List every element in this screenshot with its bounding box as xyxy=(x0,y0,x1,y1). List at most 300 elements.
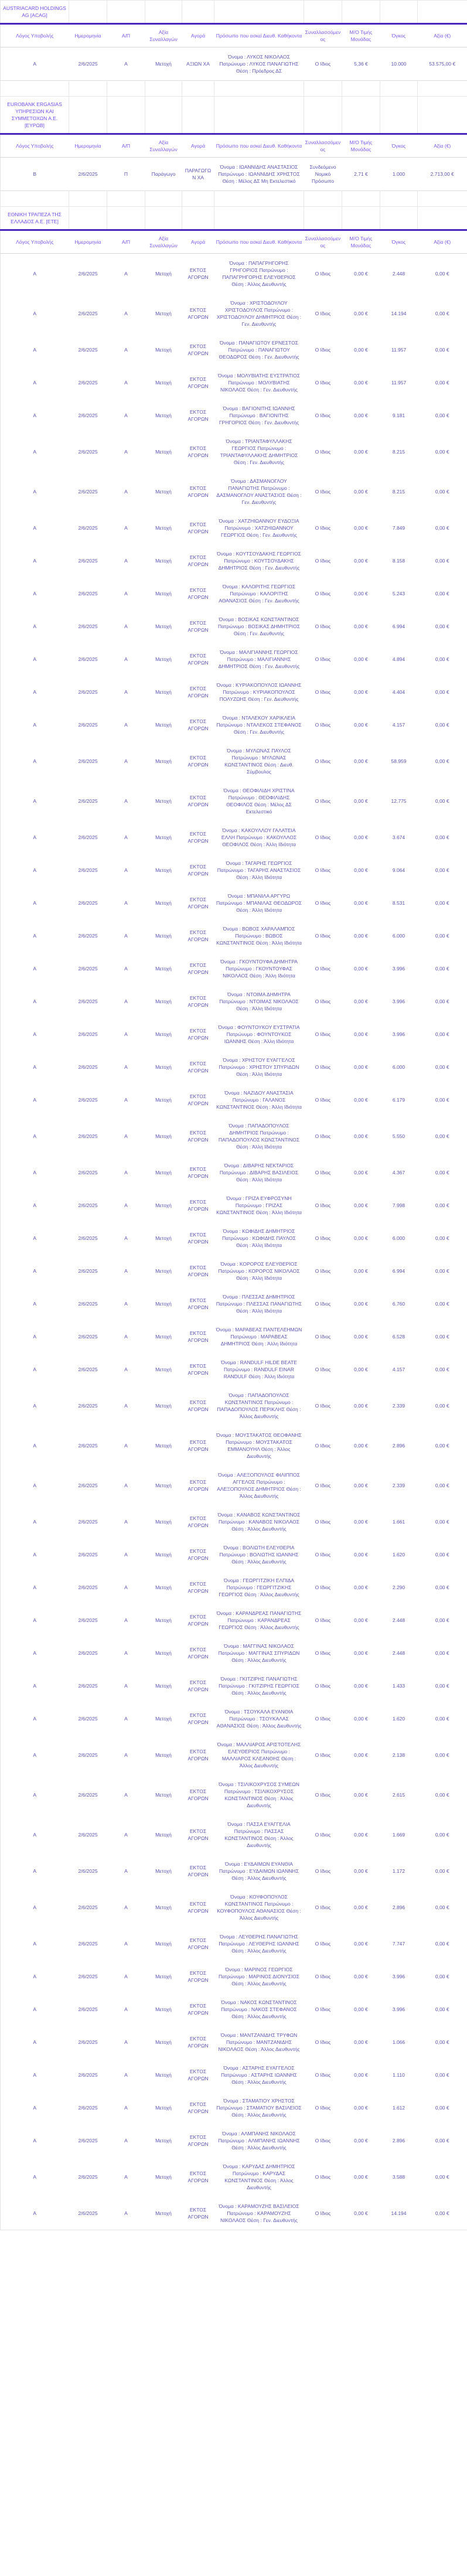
cell-trader: Ο Ιδιος xyxy=(315,1585,331,1590)
cell-instrument: Μετοχή xyxy=(155,1268,172,1274)
cell-trader: Ο Ιδιος xyxy=(315,1202,331,1208)
cell-market: ΕΚΤΟΣ ΑΓΟΡΩΝ xyxy=(188,409,209,422)
cell-price: 0,00 € xyxy=(354,2072,368,2078)
transaction-row xyxy=(1,472,467,512)
cell-date: 2/6/2025 xyxy=(78,2105,98,2111)
cell-market: ΕΚΤΟΣ ΑΓΟΡΩΝ xyxy=(188,1199,209,1212)
cell-instrument: Παράγωγο xyxy=(151,171,176,177)
cell-value: 0,00 € xyxy=(435,558,449,564)
transaction-row xyxy=(1,2197,467,2230)
cell-trader: Ο Ιδιος xyxy=(315,1367,331,1372)
cell-instrument: Μετοχή xyxy=(155,1483,172,1488)
cell-value: 0,00 € xyxy=(435,413,449,418)
cell-date: 2/6/2025 xyxy=(78,1202,98,1208)
cell-market: ΕΚΤΟΣ ΑΓΟΡΩΝ xyxy=(188,864,209,877)
cell-date: 2/6/2025 xyxy=(78,1235,98,1241)
column-header-instrument: Αξία Συναλλαγών xyxy=(145,230,182,254)
cell-market: ΕΚΤΟΣ ΑΓΟΡΩΝ xyxy=(188,1970,209,1983)
cell-trader: Ο Ιδιος xyxy=(315,2072,331,2078)
cell-market: ΕΚΤΟΣ ΑΓΟΡΩΝ xyxy=(188,1232,209,1245)
transaction-row xyxy=(1,1189,467,1222)
cell-price: 0,00 € xyxy=(354,623,368,629)
cell-market: ΕΚΤΟΣ ΑΓΟΡΩΝ xyxy=(188,1130,209,1143)
cell-price: 0,00 € xyxy=(354,758,368,764)
cell-market: ΕΚΤΟΣ ΑΓΟΡΩΝ xyxy=(188,1479,209,1492)
cell-reason: Α xyxy=(33,722,37,728)
cell-ap: Α xyxy=(124,1367,128,1372)
cell-ap: Α xyxy=(124,2174,128,2180)
cell-trader: Ο Ιδιος xyxy=(315,689,331,695)
cell-value: 53.575,00 € xyxy=(429,61,456,67)
cell-trader: Ο Ιδιος xyxy=(315,999,331,1004)
cell-instrument: Μετοχή xyxy=(155,2174,172,2180)
cell-market: ΕΚΤΟΣ ΑΓΟΡΩΝ xyxy=(188,1788,209,1801)
cell-reason: Α xyxy=(33,1064,37,1070)
column-header-ap: Α/Π xyxy=(107,230,145,254)
cell-ap: Α xyxy=(124,489,128,495)
cell-volume: 7.747 xyxy=(392,1941,405,1947)
cell-value: 0,00 € xyxy=(435,1650,449,1656)
cell-person: Όνομα : ΜΑΓΓΙΝΑΣ ΝΙΚΟΛΑΟΣ Πατρώνυμο : ΜΑΓΓΙΝΑΣ ΣΠΥΡΙΔΩΝ Θέση : Άλλος Διευθυντής xyxy=(218,1643,300,1663)
company-empty-cell xyxy=(380,97,418,134)
cell-value: 0,00 € xyxy=(435,2039,449,2045)
cell-date: 2/6/2025 xyxy=(78,1334,98,1340)
cell-date: 2/6/2025 xyxy=(78,591,98,597)
cell-instrument: Μετοχή xyxy=(155,722,172,728)
cell-reason: Α xyxy=(33,1268,37,1274)
company-empty-cell xyxy=(304,97,342,134)
cell-ap: Α xyxy=(124,1904,128,1910)
cell-price: 0,00 € xyxy=(354,900,368,906)
transaction-row xyxy=(1,1538,467,1571)
cell-date: 2/6/2025 xyxy=(78,867,98,873)
cell-reason: Α xyxy=(33,1202,37,1208)
cell-value: 0,00 € xyxy=(435,347,449,353)
transaction-row xyxy=(1,1855,467,1887)
cell-value: 2.713,00 € xyxy=(430,171,454,177)
cell-date: 2/6/2025 xyxy=(78,2210,98,2216)
cell-value: 0,00 € xyxy=(435,999,449,1004)
cell-trader: Ο Ιδιος xyxy=(315,1334,331,1340)
cell-reason: Α xyxy=(33,2210,37,2216)
cell-instrument: Μετοχή xyxy=(155,758,172,764)
cell-instrument: Μετοχή xyxy=(155,311,172,316)
cell-trader: Ο Ιδιος xyxy=(315,1443,331,1449)
cell-trader: Ο Ιδιος xyxy=(315,525,331,531)
cell-volume: 4.157 xyxy=(392,722,405,728)
cell-price: 0,00 € xyxy=(354,1617,368,1623)
cell-trader: Ο Ιδιος xyxy=(315,271,331,277)
cell-trader: Ο Ιδιος xyxy=(315,1904,331,1910)
cell-price: 0,00 € xyxy=(354,966,368,972)
cell-reason: Α xyxy=(33,413,37,418)
cell-volume: 4.894 xyxy=(392,656,405,662)
cell-volume: 1.066 xyxy=(392,2039,405,2045)
column-header-trader: Συναλλασσόμενος xyxy=(304,24,342,47)
cell-market: ΕΚΤΟΣ ΑΓΟΡΩΝ xyxy=(188,929,209,942)
cell-value: 0,00 € xyxy=(435,2072,449,2078)
cell-volume: 4.367 xyxy=(392,1170,405,1175)
transaction-row xyxy=(1,741,467,781)
cell-market: ΕΚΤΟΣ ΑΓΟΡΩΝ xyxy=(188,995,209,1008)
cell-market: ΕΚΤΟΣ ΑΓΟΡΩΝ xyxy=(188,962,209,975)
column-header-price: Μ/Ο Τιμής Μονάδας xyxy=(342,230,380,254)
cell-price: 0,00 € xyxy=(354,1064,368,1070)
cell-person: Όνομα : ΜΑΡΙΝΟΣ ΓΕΩΡΓΙΟΣ Πατρώνυμο : ΜΑΡΙΝΟΣ ΔΙΟΝΥΣΙΟΣ Θέση : Άλλος Διευθυντής xyxy=(218,1967,300,1986)
column-header-row xyxy=(1,134,467,158)
company-row xyxy=(1,97,467,134)
cell-instrument: Μετοχή xyxy=(155,867,172,873)
cell-volume: 1.110 xyxy=(393,2072,405,2078)
cell-person: Όνομα : ΑΣΤΑΡΗΣ ΕΥΑΓΓΕΛΟΣ Πατρώνυμο : ΑΣΤΑΡΗΣ ΙΩΑΝΝΗΣ Θέση : Άλλος Διευθυντής xyxy=(221,2065,297,2085)
cell-reason: Α xyxy=(33,1585,37,1590)
cell-instrument: Μετοχή xyxy=(155,1031,172,1037)
cell-instrument: Μετοχή xyxy=(155,1683,172,1689)
cell-date: 2/6/2025 xyxy=(78,489,98,495)
company-empty-cell xyxy=(145,97,182,134)
cell-price: 0,00 € xyxy=(354,1792,368,1798)
cell-reason: Α xyxy=(33,1367,37,1372)
cell-value: 0,00 € xyxy=(435,591,449,597)
cell-date: 2/6/2025 xyxy=(78,1064,98,1070)
company-empty-cell xyxy=(214,97,304,134)
cell-market: ΕΚΤΟΣ ΑΓΟΡΩΝ xyxy=(188,653,209,666)
cell-value: 0,00 € xyxy=(435,1868,449,1874)
company-row xyxy=(1,1,467,24)
transaction-row xyxy=(1,1320,467,1353)
column-header-volume: Όγκος xyxy=(380,134,418,158)
cell-person: Όνομα : ΣΤΑΜΑΤΙΟΥ ΧΡΗΣΤΟΣ Πατρώνυμο : ΣΤΑΜΑΤΙΟΥ ΒΑΣΙΛΕΙΟΣ Θέση : Άλλος Διευθυντής xyxy=(216,2098,302,2118)
cell-reason: Α xyxy=(33,347,37,353)
cell-volume: 4.157 xyxy=(392,1367,405,1372)
cell-reason: Α xyxy=(33,1904,37,1910)
cell-market: ΕΚΤΟΣ ΑΓΟΡΩΝ xyxy=(188,2170,209,2183)
cell-price: 0,00 € xyxy=(354,525,368,531)
cell-person: Όνομα : ΠΑΠΑΓΡΗΓΟΡΗΣ ΓΡΗΓΟΡΙΟΣ Πατρώνυμο : ΠΑΠΑΓΡΗΓΟΡΗΣ ΕΛΕΥΘΕΡΙΟΣ Θέση : Άλλος Διευθυντής xyxy=(222,260,296,287)
company-empty-cell xyxy=(418,1,467,24)
transaction-row xyxy=(1,781,467,821)
transaction-row xyxy=(1,366,467,399)
cell-person: Όνομα : ΚΑΡΥΔΑΣ ΔΗΜΗΤΡΙΟΣ Πατρώνυμο : ΚΑΡΥΔΑΣ ΚΩΝΣΤΑΝΤΙΝΟΣ Θέση : Άλλος Διευθυντής xyxy=(223,2163,295,2190)
cell-person: Όνομα : ΤΣΙΛΙΚΟΧΡΥΣΟΣ ΣΥΜΕΩΝ Πατρώνυμο : ΤΣΙΛΙΚΟΧΡΥΣΟΣ ΚΩΝΣΤΑΝΤΙΝΟΣ Θέση : Άλλος Διευθυντής xyxy=(219,1781,299,1808)
cell-value: 0,00 € xyxy=(435,1941,449,1947)
cell-price: 0,00 € xyxy=(354,1974,368,1979)
company-name: AUSTRIACARD HOLDINGS AG [ACAG] xyxy=(1,1,69,24)
cell-market: ΕΚΤΟΣ ΑΓΟΡΩΝ xyxy=(188,831,209,844)
cell-price: 0,00 € xyxy=(354,1519,368,1525)
cell-market: ΕΚΤΟΣ ΑΓΟΡΩΝ xyxy=(188,1581,209,1594)
cell-value: 0,00 € xyxy=(435,758,449,764)
spacer-cell xyxy=(1,191,69,207)
cell-price: 0,00 € xyxy=(354,2006,368,2012)
cell-value: 0,00 € xyxy=(435,489,449,495)
cell-price: 0,00 € xyxy=(354,1552,368,1558)
spacer-cell xyxy=(145,191,182,207)
company-empty-cell xyxy=(182,97,214,134)
cell-value: 0,00 € xyxy=(435,1792,449,1798)
cell-date: 2/6/2025 xyxy=(78,1097,98,1103)
cell-date: 2/6/2025 xyxy=(78,558,98,564)
transaction-row xyxy=(1,1083,467,1116)
cell-ap: Α xyxy=(124,689,128,695)
cell-reason: Α xyxy=(33,758,37,764)
cell-date: 2/6/2025 xyxy=(78,2072,98,2078)
cell-instrument: Μετοχή xyxy=(155,2138,172,2144)
spacer-cell xyxy=(1,81,69,97)
cell-person: Όνομα : ΠΑΠΑΔΟΠΟΥΛΟΣ ΔΗΜΗΤΡΙΟΣ Πατρώνυμο : ΠΑΠΑΔΟΠΟΥΛΟΣ ΚΩΝΣΤΑΝΤΙΝΟΣ Θέση : Άλλη Ιδιότητα xyxy=(218,1123,300,1150)
cell-volume: 2.896 xyxy=(392,1904,405,1910)
cell-instrument: Μετοχή xyxy=(155,1403,172,1409)
cell-value: 0,00 € xyxy=(435,933,449,939)
company-empty-cell xyxy=(304,207,342,230)
cell-market: ΕΚΤΟΣ ΑΓΟΡΩΝ xyxy=(188,1439,209,1452)
cell-price: 0,00 € xyxy=(354,1367,368,1372)
transaction-row xyxy=(1,1604,467,1637)
cell-date: 2/6/2025 xyxy=(78,1443,98,1449)
cell-trader: Ο Ιδιος xyxy=(315,1552,331,1558)
cell-reason: Α xyxy=(33,1403,37,1409)
cell-price: 0,00 € xyxy=(354,2210,368,2216)
cell-value: 0,00 € xyxy=(435,1585,449,1590)
cell-volume: 2.448 xyxy=(392,1650,405,1656)
cell-ap: Α xyxy=(124,1792,128,1798)
transaction-row xyxy=(1,158,467,191)
cell-instrument: Μετοχή xyxy=(155,1170,172,1175)
cell-ap: Α xyxy=(124,2072,128,2078)
cell-trader: Ο Ιδιος xyxy=(315,1133,331,1139)
cell-date: 2/6/2025 xyxy=(78,413,98,418)
cell-price: 0,00 € xyxy=(354,834,368,840)
table-body xyxy=(1,1,467,2230)
cell-volume: 11.957 xyxy=(391,380,407,386)
cell-volume: 6.528 xyxy=(392,1334,405,1340)
cell-reason: Α xyxy=(33,591,37,597)
transaction-row xyxy=(1,1887,467,1927)
cell-trader: Ο Ιδιος xyxy=(315,1716,331,1722)
cell-ap: Π xyxy=(124,171,128,177)
cell-ap: Α xyxy=(124,1133,128,1139)
transaction-row xyxy=(1,47,467,81)
spacer-cell xyxy=(380,191,418,207)
cell-reason: Α xyxy=(33,999,37,1004)
cell-trader: Ο Ιδιος xyxy=(315,867,331,873)
cell-reason: Α xyxy=(33,1519,37,1525)
spacer-cell xyxy=(304,191,342,207)
cell-volume: 1.620 xyxy=(392,1552,405,1558)
cell-reason: Α xyxy=(33,966,37,972)
cell-market: ΕΚΤΟΣ ΑΓΟΡΩΝ xyxy=(188,755,209,768)
cell-date: 2/6/2025 xyxy=(78,271,98,277)
cell-date: 2/6/2025 xyxy=(78,623,98,629)
column-header-price: Μ/Ο Τιμής Μονάδας xyxy=(342,24,380,47)
cell-value: 0,00 € xyxy=(435,1832,449,1838)
cell-reason: Α xyxy=(33,1031,37,1037)
cell-person: Όνομα : ΧΡΗΣΤΟΥ ΕΥΑΓΓΕΛΟΣ Πατρώνυμο : ΧΡΗΣΤΟΥ ΣΠΥΡΙΔΩΝ Θέση : Άλλη Ιδιότητα xyxy=(219,1057,299,1077)
cell-instrument: Μετοχή xyxy=(155,1868,172,1874)
cell-person: Όνομα : ΙΩΑΝΝΙΔΗΣ ΑΝΑΣΤΑΣΙΟΣ Πατρώνυμο : ΙΩΑΝΝΙΔΗΣ ΧΡΗΣΤΟΣ Θέση : Μέλος ΔΣ Μη Εκτελεστικό xyxy=(218,164,300,184)
spacer-cell xyxy=(107,191,145,207)
cell-reason: Α xyxy=(33,1097,37,1103)
cell-volume: 6.000 xyxy=(392,1235,405,1241)
cell-volume: 12.775 xyxy=(391,798,407,804)
cell-value: 0,00 € xyxy=(435,900,449,906)
cell-price: 0,00 € xyxy=(354,558,368,564)
cell-price: 0,00 € xyxy=(354,1483,368,1488)
cell-value: 0,00 € xyxy=(435,966,449,972)
cell-ap: Α xyxy=(124,1235,128,1241)
cell-ap: Α xyxy=(124,380,128,386)
cell-ap: Α xyxy=(124,623,128,629)
cell-ap: Α xyxy=(124,758,128,764)
cell-reason: Α xyxy=(33,798,37,804)
cell-value: 0,00 € xyxy=(435,1170,449,1175)
cell-reason: Α xyxy=(33,2138,37,2144)
cell-date: 2/6/2025 xyxy=(78,61,98,67)
cell-volume: 5.550 xyxy=(392,1133,405,1139)
cell-ap: Α xyxy=(124,1268,128,1274)
transaction-row xyxy=(1,294,467,333)
cell-trader: Ο Ιδιος xyxy=(315,1064,331,1070)
cell-volume: 6.179 xyxy=(392,1097,405,1103)
cell-reason: Α xyxy=(33,1235,37,1241)
spacer-cell xyxy=(380,81,418,97)
spacer-cell xyxy=(182,191,214,207)
cell-reason: Α xyxy=(33,1617,37,1623)
cell-value: 0,00 € xyxy=(435,1301,449,1307)
transaction-row xyxy=(1,854,467,887)
cell-instrument: Μετοχή xyxy=(155,1235,172,1241)
cell-instrument: Μετοχή xyxy=(155,2006,172,2012)
spacer-cell xyxy=(418,81,467,97)
cell-instrument: Μετοχή xyxy=(155,558,172,564)
cell-volume: 6.994 xyxy=(392,623,405,629)
cell-instrument: Μετοχή xyxy=(155,1832,172,1838)
column-header-volume: Όγκος xyxy=(380,24,418,47)
cell-volume: 2.339 xyxy=(392,1403,405,1409)
cell-person: Όνομα : ΜΑΛΛΙΑΡΟΣ ΑΡΙΣΤΟΤΕΛΗΣ ΕΛΕΥΘΕΡΙΟΣ Πατρώνυμο : ΜΑΛΛΙΑΡΟΣ ΚΛΕΑΝΘΗΣ Θέση : Άλλος Διευθυντής xyxy=(217,1742,301,1769)
cell-market: ΕΚΤΟΣ ΑΓΟΡΩΝ xyxy=(188,1297,209,1310)
cell-market: ΕΚΤΟΣ ΑΓΟΡΩΝ xyxy=(188,2069,209,2081)
cell-value: 0,00 € xyxy=(435,1403,449,1409)
cell-reason: Α xyxy=(33,2174,37,2180)
cell-value: 0,00 € xyxy=(435,2138,449,2144)
cell-instrument: Μετοχή xyxy=(155,1792,172,1798)
cell-person: Όνομα : ΤΡΙΑΝΤΑΦΥΛΛΑΚΗΣ ΓΕΩΡΓΙΟΣ Πατρώνυμο : ΤΡΙΑΝΤΑΦΥΛΛΑΚΗΣ ΔΗΜΗΤΡΙΟΣ Θέση : Γεν. Διευθυντής xyxy=(220,438,298,465)
cell-market: ΕΚΤΟΣ ΑΓΟΡΩΝ xyxy=(188,1614,209,1627)
cell-value: 0,00 € xyxy=(435,1031,449,1037)
cell-person: Όνομα : ΚΟΥΦΟΠΟΥΛΟΣ ΚΩΝΣΤΑΝΤΙΝΟΣ Πατρώνυμο : ΚΟΥΦΟΠΟΥΛΟΣ ΑΘΑΝΑΣΙΟΣ Θέση : Άλλος Διευθυντής xyxy=(217,1894,301,1921)
company-empty-cell xyxy=(380,1,418,24)
cell-person: Όνομα : ΚΑΡΑΝΔΡΕΑΣ ΠΑΝΑΓΙΩΤΗΣ Πατρώνυμο : ΚΑΡΑΝΔΡΕΑΣ ΓΕΩΡΓΙΟΣ Θέση : Άλλος Διευθυντής xyxy=(216,1610,302,1630)
cell-person: Όνομα : ΔΑΣΜΑΝΟΓΛΟΥ ΠΑΝΑΓΙΩΤΗΣ Πατρώνυμο : ΔΑΣΜΑΝΟΓΛΟΥ ΑΝΑΣΤΑΣΙΟΣ Θέση : Γεν. Διευθυντής xyxy=(216,478,302,505)
cell-market: ΕΚΤΟΣ ΑΓΟΡΩΝ xyxy=(188,1828,209,1841)
cell-person: Όνομα : ΠΑΣΣΑ ΕΥΑΓΓΕΛΙΑ Πατρώνυμο : ΠΑΣΣΑΣ ΚΩΝΣΤΑΝΤΙΝΟΣ Θέση : Άλλος Διευθυντής xyxy=(224,1821,294,1848)
cell-market: ΕΚΤΟΣ ΑΓΟΡΩΝ xyxy=(188,1330,209,1343)
cell-date: 2/6/2025 xyxy=(78,1585,98,1590)
cell-market: ΕΚΤΟΣ ΑΓΟΡΩΝ xyxy=(188,2003,209,2016)
cell-date: 2/6/2025 xyxy=(78,834,98,840)
transaction-row xyxy=(1,1775,467,1815)
cell-instrument: Μετοχή xyxy=(155,1650,172,1656)
cell-trader: Ο Ιδιος xyxy=(315,2006,331,2012)
cell-person: Όνομα : ΜΟΥΣΤΑΚΑΤΟΣ ΘΕΟΦΑΝΗΣ Πατρώνυμο : ΜΟΥΣΤΑΚΑΤΟΣ ΕΜΜΑΝΟΥΗΛ Θέση : Άλλος Διευθυντής xyxy=(216,1432,302,1459)
cell-ap: Α xyxy=(124,834,128,840)
transaction-row xyxy=(1,1571,467,1604)
transaction-row xyxy=(1,1815,467,1855)
cell-price: 0,00 € xyxy=(354,347,368,353)
cell-reason: Α xyxy=(33,1334,37,1340)
cell-ap: Α xyxy=(124,966,128,972)
cell-ap: Α xyxy=(124,1443,128,1449)
transaction-row xyxy=(1,1386,467,1426)
cell-person: Όνομα : ΚΑΡΑΜΟΥΖΗΣ ΒΑΣΙΛΕΙΟΣ Πατρώνυμο : ΚΑΡΑΜΟΥΖΗΣ ΝΙΚΟΛΑΟΣ Θέση : Γεν. Διευθυντής xyxy=(219,2203,299,2223)
cell-date: 2/6/2025 xyxy=(78,1904,98,1910)
cell-person: Όνομα : ΔΙΒΑΡΗΣ ΝΕΚΤΑΡΙΟΣ Πατρώνυμο : ΔΙΒΑΡΗΣ ΒΑΣΙΛΕΙΟΣ Θέση : Άλλη Ιδιότητα xyxy=(219,1163,299,1183)
cell-trader: Ο Ιδιος xyxy=(315,1650,331,1656)
cell-date: 2/6/2025 xyxy=(78,2174,98,2180)
cell-value: 0,00 € xyxy=(435,1443,449,1449)
cell-trader: Ο Ιδιος xyxy=(315,1792,331,1798)
cell-person: Όνομα : ΜΥΛΩΝΑΣ ΠΑΥΛΟΣ Πατρώνυμο : ΜΥΛΩΝΑΣ ΚΩΝΣΤΑΝΤΙΝΟΣ Θέση : Διευθ. Σύμβουλος xyxy=(224,748,294,775)
cell-price: 0,00 € xyxy=(354,1403,368,1409)
cell-date: 2/6/2025 xyxy=(78,1716,98,1722)
cell-volume: 6.000 xyxy=(392,1064,405,1070)
cell-reason: Α xyxy=(33,61,37,67)
cell-trader: Ο Ιδιος xyxy=(315,1483,331,1488)
cell-person: Όνομα : ΚΑΛΟΡΙΤΗΣ ΓΕΩΡΓΙΟΣ Πατρώνυμο : ΚΑΛΟΡΙΤΗΣ ΑΘΑΝΑΣΙΟΣ Θέση : Γεν. Διευθυντής xyxy=(219,584,299,604)
cell-value: 0,00 € xyxy=(435,1483,449,1488)
transaction-row xyxy=(1,1669,467,1702)
cell-instrument: Μετοχή xyxy=(155,2210,172,2216)
cell-date: 2/6/2025 xyxy=(78,1301,98,1307)
cell-reason: Α xyxy=(33,1716,37,1722)
cell-ap: Α xyxy=(124,1403,128,1409)
cell-date: 2/6/2025 xyxy=(78,1683,98,1689)
cell-price: 0,00 € xyxy=(354,2174,368,2180)
cell-ap: Α xyxy=(124,722,128,728)
cell-date: 2/6/2025 xyxy=(78,722,98,728)
cell-ap: Α xyxy=(124,449,128,455)
spacer-cell xyxy=(182,81,214,97)
cell-price: 0,00 € xyxy=(354,311,368,316)
company-empty-cell xyxy=(69,207,107,230)
cell-volume: 7.998 xyxy=(392,1202,405,1208)
cell-market: ΕΚΤΟΣ ΑΓΟΡΩΝ xyxy=(188,620,209,633)
cell-instrument: Μετοχή xyxy=(155,1334,172,1340)
cell-volume: 58.959 xyxy=(391,758,407,764)
cell-instrument: Μετοχή xyxy=(155,834,172,840)
cell-trader: Ο Ιδιος xyxy=(315,489,331,495)
column-header-price: Μ/Ο Τιμής Μονάδας xyxy=(342,134,380,158)
cell-volume: 1.000 xyxy=(392,171,405,177)
cell-market: ΕΚΤΟΣ ΑΓΟΡΩΝ xyxy=(188,1166,209,1179)
transaction-row xyxy=(1,887,467,919)
cell-trader: Ο Ιδιος xyxy=(315,1268,331,1274)
company-row xyxy=(1,207,467,230)
transaction-row xyxy=(1,432,467,472)
cell-volume: 9.064 xyxy=(392,867,405,873)
column-header-market: Αγορά xyxy=(182,24,214,47)
transaction-row xyxy=(1,2026,467,2059)
cell-ap: Α xyxy=(124,933,128,939)
cell-price: 0,00 € xyxy=(354,1170,368,1175)
cell-price: 0,00 € xyxy=(354,1868,368,1874)
transaction-row xyxy=(1,1702,467,1735)
transaction-row xyxy=(1,610,467,643)
cell-person: Όνομα : ΧΑΤΖΗΙΩΑΝΝΟΥ ΕΥΔΟΞΙΑ Πατρώνυμο : ΧΑΤΖΗΙΩΑΝΝΟΥ ΓΕΩΡΓΙΟΣ Θέση : Γεν. Διευθυντής xyxy=(219,518,299,538)
cell-date: 2/6/2025 xyxy=(78,1941,98,1947)
cell-volume: 3.996 xyxy=(392,1974,405,1979)
